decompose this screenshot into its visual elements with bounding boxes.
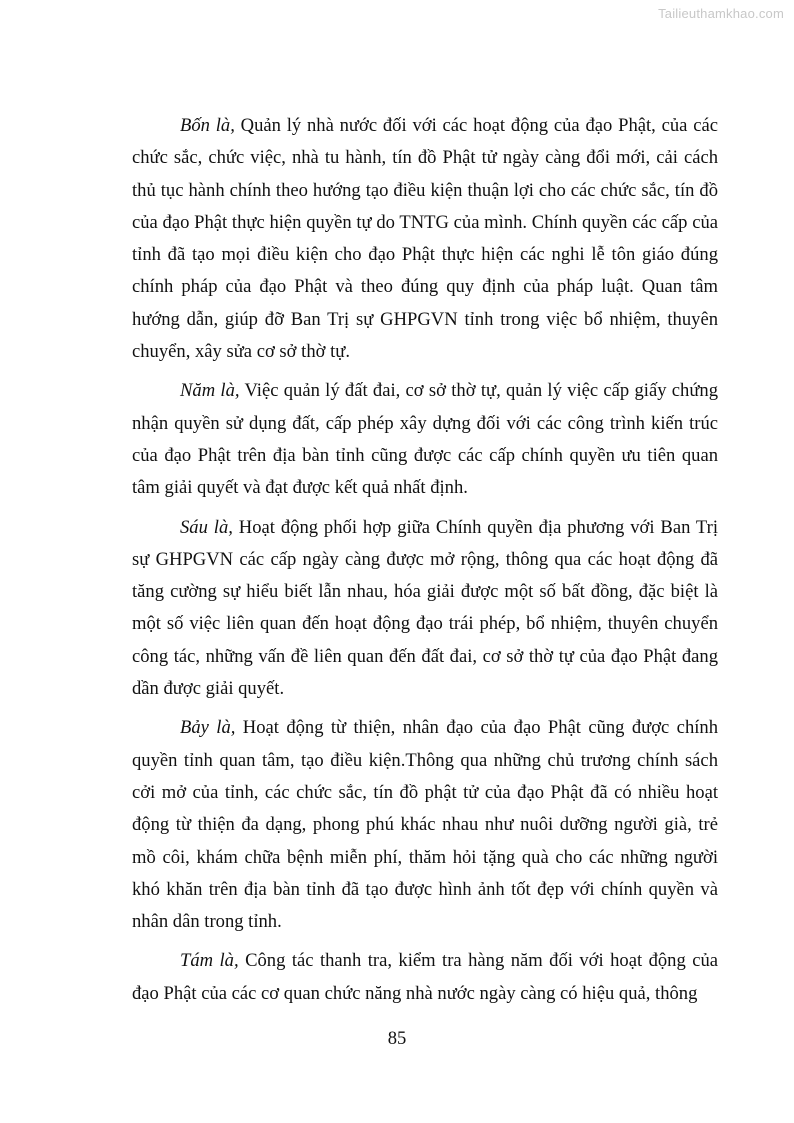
paragraph-sau-la — [132, 512, 718, 706]
paragraph-lead: Bảy là, — [180, 717, 236, 739]
paragraph-lead: Tám là, — [180, 950, 239, 972]
paragraph-nam-la — [132, 375, 718, 504]
paragraph-lead: Bốn là, — [180, 115, 235, 136]
paragraph-text: Việc quản lý đất đai, cơ sở thờ tự, quản lý việc cấp giấy chứng nhận quyền sử dụng đất, cấp phép xây dựng đối với các công trình kiến trúc của đạo Phật trên địa bàn tỉnh cũng được các cấp chính quyền ưu tiên quan tâm giải quyết và đạt được kết quả nhất định. — [132, 380, 719, 499]
paragraph-bon-la — [132, 110, 718, 368]
paragraph-text: Công tác thanh tra, kiểm tra hàng năm đối với hoạt động của đạo Phật của các cơ quan chức năng nhà nước ngày càng có hiệu quả, thông — [132, 950, 719, 1004]
paragraph-tam-la — [132, 945, 718, 1010]
paragraph-text: Hoạt động phối hợp giữa Chính quyền địa phương với Ban Trị sự GHPGVN các cấp ngày càng được mở rộng, thông qua các hoạt động đã tăng cường sự hiểu biết lẫn nhau, hóa giải được một số bất đồng, đặc biệt là một số việc liên quan đến hoạt động đạo trái phép, bổ nhiệm, thuyên chuyển công tác, những vấn đề liên quan đến đất đai, cơ sở thờ tự của đạo Phật đang dần được giải quyết. — [132, 516, 718, 700]
paragraph-text: Quản lý nhà nước đối với các hoạt động của đạo Phật, của các chức sắc, chức việc, nhà tu hành, tín đồ Phật tử ngày càng đổi mới, cải cách thủ tục hành chính theo hướng tạo điều kiện thuận lợi cho các chức sắc, tín đồ của đạo Phật thực hiện quyền tự do TNTG của mình. Chính quyền các cấp của tỉnh đã tạo mọi điều kiện cho đạo Phật thực hiện các nghi lễ tôn giáo đúng chính pháp của đạo Phật và theo đúng quy định của pháp luật. Quan tâm hướng dẫn, giúp đỡ Ban Trị sự GHPGVN tỉnh trong việc bổ nhiệm, thuyên chuyển, xây sửa cơ sở thờ tự. — [132, 115, 718, 363]
paragraph-lead: Sáu là, — [180, 516, 233, 538]
paragraph-bay-la — [132, 712, 718, 938]
page-number: 85 — [387, 1028, 407, 1049]
watermark: Tailieuthamkhao.com — [658, 6, 784, 21]
document-body — [132, 110, 718, 1017]
paragraph-lead: Năm là, — [180, 380, 240, 402]
paragraph-text: Hoạt động từ thiện, nhân đạo của đạo Phật cũng được chính quyền tỉnh quan tâm, tạo điều kiện.Thông qua những chủ trương chính sách cởi mở của tỉnh, các chức sắc, tín đồ phật tử của đạo Phật đã có nhiều hoạt động từ thiện đa dạng, phong phú khác nhau như nuôi dưỡng người già, trẻ mồ côi, khám chữa bệnh miễn phí, thăm hỏi tặng quà cho các những người khó khăn trên địa bàn tỉnh đã tạo được hình ảnh tốt đẹp với chính quyền và nhân dân trong tỉnh. — [132, 717, 718, 933]
